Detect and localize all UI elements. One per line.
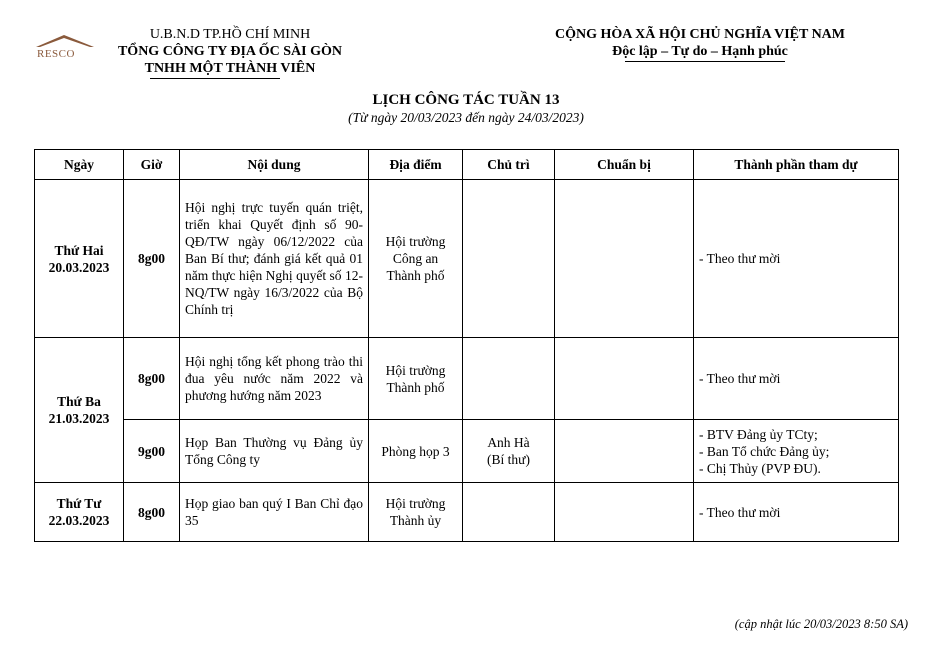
place-cell: Hội trường Thành ủy (369, 483, 463, 542)
time-cell: 9g00 (124, 420, 180, 483)
host-cell: Anh Hà (Bí thư) (463, 420, 555, 483)
attend-cell: - Theo thư mời (694, 483, 899, 542)
attend-cell: - Theo thư mời (694, 180, 899, 338)
update-timestamp: (cập nhật lúc 20/03/2023 8:50 SA) (734, 617, 908, 631)
prep-cell (555, 338, 694, 420)
org-line-2: TỔNG CÔNG TY ĐỊA ỐC SÀI GÒN (117, 44, 343, 59)
day-cell: Thứ Tư 22.03.2023 (35, 483, 124, 542)
org-underline (150, 78, 280, 79)
company-logo (34, 33, 104, 63)
nation-underline (625, 61, 785, 62)
place-cell: Phòng họp 3 (369, 420, 463, 483)
content-cell: Hội nghị tổng kết phong trào thi đua yêu nước năm 2022 và phương hướng năm 2023 (180, 338, 369, 420)
time-cell: 8g00 (124, 180, 180, 338)
col-header-place: Địa điểm (369, 150, 463, 180)
col-header-attend: Thành phần tham dự (694, 150, 899, 180)
attend-cell: - Theo thư mời (694, 338, 899, 420)
host-cell (463, 180, 555, 338)
table-row (35, 338, 899, 420)
place-cell: Hội trường Thành phố (369, 338, 463, 420)
col-header-time: Giờ (124, 150, 180, 180)
time-cell: 8g00 (124, 338, 180, 420)
schedule-table (34, 149, 899, 542)
org-header (100, 26, 360, 77)
host-cell (463, 338, 555, 420)
table-row (35, 483, 899, 542)
table-row (35, 180, 899, 338)
page-subtitle: (Từ ngày 20/03/2023 đến ngày 24/03/2023) (348, 110, 584, 125)
table-row (35, 420, 899, 483)
org-line-3: TNHH MỘT THÀNH VIÊN (144, 61, 316, 76)
place-cell: Hội trường Công an Thành phố (369, 180, 463, 338)
content-cell: Hội nghị trực tuyến quán triệt, triển khai Quyết định số 90-QĐ/TW ngày 06/12/2022 của Ban Bí thư; đánh giá kết quả 01 năm thực hiện Nghị quyết số 12-NQ/TW ngày 16/3/2022 của Bộ Chính trị (180, 180, 369, 338)
nation-line-2: Độc lập – Tự do – Hạnh phúc (612, 44, 788, 59)
prep-cell (555, 180, 694, 338)
logo-text: RESCO (37, 48, 75, 60)
time-cell: 8g00 (124, 483, 180, 542)
host-cell (463, 483, 555, 542)
nation-line-1: CỘNG HÒA XÃ HỘI CHỦ NGHĨA VIỆT NAM (554, 27, 845, 42)
prep-cell (555, 483, 694, 542)
table-header-row (35, 150, 899, 180)
attend-cell: - BTV Đảng ủy TCty; - Ban Tổ chức Đảng ủy; - Chị Thủy (PVP ĐU). (694, 420, 899, 483)
col-header-host: Chủ trì (463, 150, 555, 180)
col-header-prep: Chuẩn bị (555, 150, 694, 180)
logo-roof-icon (34, 33, 104, 63)
col-header-content: Nội dung (180, 150, 369, 180)
day-cell: Thứ Hai 20.03.2023 (35, 180, 124, 338)
day-cell: Thứ Ba 21.03.2023 (35, 338, 124, 483)
content-cell: Họp Ban Thường vụ Đảng ủy Tổng Công ty (180, 420, 369, 483)
nation-header (520, 26, 880, 60)
col-header-day: Ngày (35, 150, 124, 180)
prep-cell (555, 420, 694, 483)
content-cell: Họp giao ban quý I Ban Chỉ đạo 35 (180, 483, 369, 542)
org-line-1: U.B.N.D TP.HỒ CHÍ MINH (149, 27, 311, 42)
page-title: LỊCH CÔNG TÁC TUẦN 13 (372, 92, 560, 108)
